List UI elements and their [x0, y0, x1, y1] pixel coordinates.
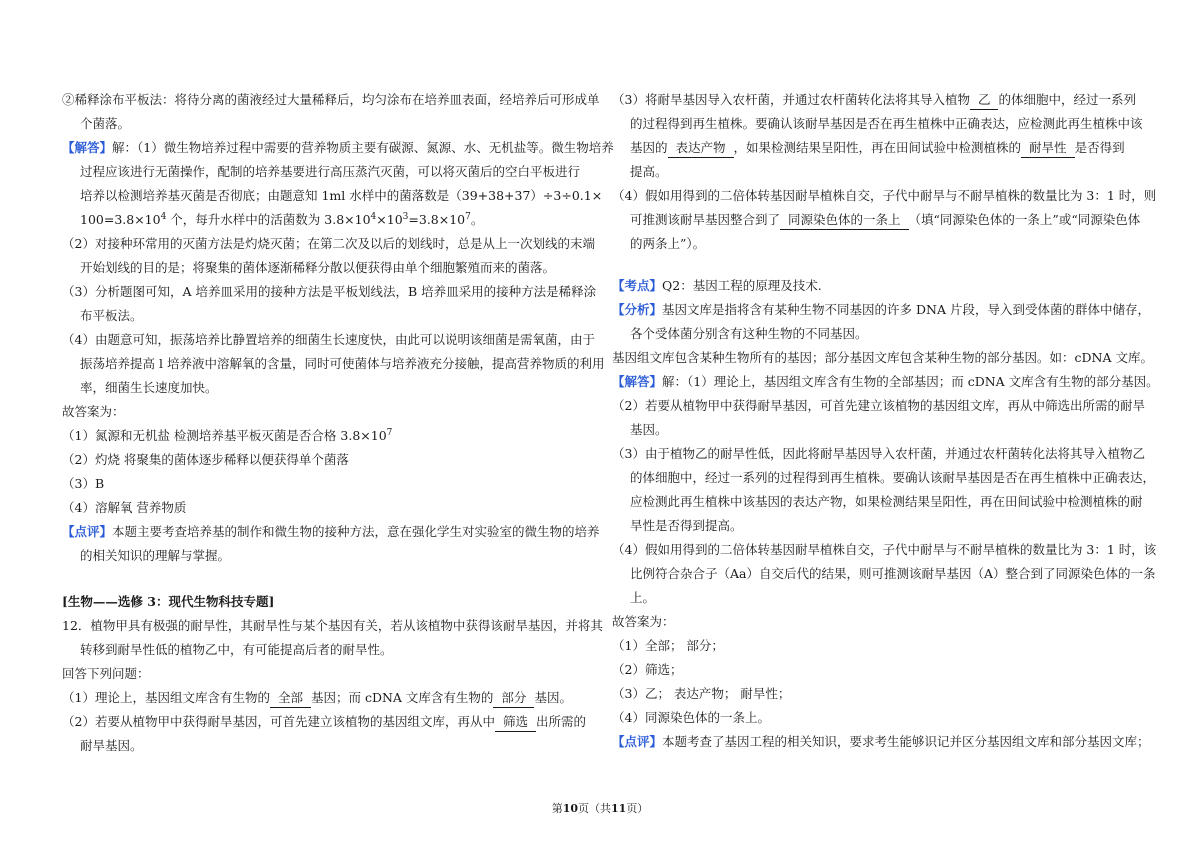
right-column — [612, 88, 1159, 754]
paragraph-line: ②稀释涂布平板法：将待分离的菌液经过大量稀释后，均匀涂布在培养皿表面，经培养后可形成单 — [62, 92, 600, 107]
blank-answer: 部分 — [493, 689, 534, 708]
question-text: 是否得到 — [1074, 140, 1125, 155]
page-total: 11 — [611, 802, 627, 815]
answer-line: 基因。 — [630, 422, 668, 437]
spacer — [612, 256, 1144, 274]
page-number: 10 — [562, 802, 578, 815]
formula-text: ×10 — [376, 212, 403, 227]
answer-line — [62, 208, 592, 232]
final-answer-line: （4）溶解氧 营养物质 — [62, 500, 187, 515]
spacer — [62, 568, 592, 586]
analysis-line: 基因组文库包含某种生物所有的基因；部分基因文库包含某种生物的部分基因。如：cDNA 文库。 — [612, 350, 1153, 365]
answer-line: 开始划线的目的是；将聚集的菌体逐渐稀释分散以便获得由单个细胞繁殖而来的菌落。 — [80, 260, 556, 275]
answer-line: 过程应该进行无菌操作，配制的培养基要进行高压蒸汽灭菌，可以将灭菌后的空白平板进行 — [80, 164, 581, 179]
section-title: [生物——选修 3：现代生物科技专题] — [62, 594, 275, 609]
answer-line: 振荡培养提高 l 培养液中溶解氧的含量，同时可使菌体与培养液充分接触，提高营养物质的利用 — [80, 356, 605, 371]
answer-line: 培养以检测培养基灭菌是否彻底；由题意知 1ml 水样中的菌落数是（39+38+37）÷3÷0.1× — [80, 188, 603, 203]
answer-line: 应检测此再生植株中该基因的表达产物，如果检测结果呈阳性，再在田间试验中检测植株的耐 — [630, 494, 1143, 509]
answer-line: （2）对接种环常用的灭菌方法是灼烧灭菌；在第二次及以后的划线时，总是从上一次划线的末端 — [62, 236, 595, 251]
answer-line: 上。 — [630, 590, 656, 605]
answer-line: 率，细菌生长速度加快。 — [80, 380, 218, 395]
blank-answer: 乙 — [970, 91, 999, 110]
question-text: 的体细胞中，经过一系列 — [998, 92, 1136, 107]
exponent: 7 — [465, 211, 471, 222]
final-answer-label: 故答案为： — [62, 404, 125, 419]
blank-answer: 表达产物 — [668, 139, 734, 158]
answer-line: 布平板法。 — [80, 308, 143, 323]
exponent: 4 — [160, 211, 167, 222]
footer-prefix: 第 — [551, 802, 563, 815]
comment-line — [62, 520, 600, 544]
question-text: （1）理论上，基因组文库含有生物的 — [62, 690, 270, 705]
question-line: （4）假如用得到的二倍体转基因耐旱植株自交，子代中耐旱与不耐旱植株的数量比为 3：1 时，则 — [612, 188, 1157, 203]
answer-line: 比例符合杂合子（Aa）自交后代的结果，则可推测该耐旱基因（A）整合到了同源染色体的一条 — [630, 566, 1156, 581]
question-line: 耐旱基因。 — [80, 738, 143, 753]
answer-line: 旱性是否得到提高。 — [630, 518, 743, 533]
comment-text: 本题考查了基因工程的相关知识，要求考生能够识记并区分基因组文库和部分基因文库； — [662, 734, 1150, 749]
answer-line: （2）若要从植物甲中获得耐旱基因，可首先建立该植物的基因组文库，再从中筛选出所需的耐旱 — [612, 398, 1145, 413]
question-line: 回答下列问题： — [62, 666, 150, 681]
final-answer-line: （4）同源染色体的一条上。 — [612, 710, 770, 725]
paragraph-line: 个菌落。 — [80, 116, 131, 131]
left-column — [62, 88, 614, 758]
footer-suffix: 页） — [626, 802, 649, 815]
formula-text: 。 — [470, 212, 484, 227]
question-line: 的两条上”）。 — [630, 236, 706, 251]
final-answer-line: （1）全部； 部分； — [612, 638, 724, 653]
answer-line: 的体细胞中，经过一系列的过程得到再生植株。要确认该耐旱基因是否在再生植株中正确表达， — [630, 470, 1156, 485]
question-line — [612, 136, 1144, 160]
analysis-line: 各个受体菌分别含有这种生物的不同基因。 — [630, 326, 868, 341]
exponent: 7 — [386, 427, 393, 438]
answer-text: 解：（1）理论上，基因组文库含有生物的全部基因；而 cDNA 文库含有生物的部分基因。 — [662, 374, 1159, 389]
final-answer-line: （2）灼烧 将聚集的菌体逐步稀释以便获得单个菌落 — [62, 452, 349, 467]
final-answer-line: （3）B — [62, 476, 105, 491]
question-text: 基因。 — [534, 690, 572, 705]
question-line: 12．植物甲具有极强的耐旱性，其耐旱性与某个基因有关，若从该植物中获得该耐旱基因，并将其 — [62, 618, 603, 633]
question-line — [612, 208, 1144, 232]
formula-text: 100=3.8×10 — [80, 212, 161, 227]
question-line: 转移到耐旱性低的植物乙中，有可能提高后者的耐旱性。 — [80, 642, 393, 657]
exponent: 3 — [402, 211, 409, 222]
comment-line — [612, 730, 1150, 754]
knowledge-point-tag: 【考点】 — [612, 278, 663, 293]
question-text: 基因；而 cDNA 文库含有生物的 — [310, 690, 494, 705]
question-text: （3）将耐旱基因导入农杆菌，并通过农杆菌转化法将其导入植物 — [612, 92, 970, 107]
answer-line: （4）由题意可知，振荡培养比静置培养的细菌生长速度快，由此可以说明该细菌是需氧菌，由于 — [62, 332, 595, 347]
question-text: 可推测该耐旱基因整合到了 — [630, 212, 781, 227]
comment-text: 本题主要考查培养基的制作和微生物的接种方法，意在强化学生对实验室的微生物的培养 — [112, 524, 600, 539]
analysis-line — [612, 298, 1150, 322]
analysis-tag: 【分析】 — [612, 302, 663, 317]
answer-tag: 【解答】 — [612, 374, 663, 389]
page-footer — [0, 800, 1200, 816]
final-answer-line: （2）筛选； — [612, 662, 683, 677]
question-line — [62, 686, 592, 710]
answer-line — [612, 370, 1159, 394]
question-text: （填“同源染色体的一条上”或“同源染色体 — [908, 212, 1141, 227]
question-line — [62, 710, 592, 734]
blank-answer: 筛选 — [495, 713, 536, 732]
question-text: （2）若要从植物甲中获得耐旱基因，可首先建立该植物的基因组文库，再从中 — [62, 714, 495, 729]
knowledge-point-text: Q2：基因工程的原理及技术. — [662, 278, 822, 293]
blank-answer: 耐旱性 — [1021, 139, 1075, 158]
answer-line: （3）分析题图可知，A 培养皿采用的接种方法是平板划线法，B 培养皿采用的接种方法是稀释涂 — [62, 284, 597, 299]
blank-answer: 全部 — [270, 689, 311, 708]
answer-tag: 【解答】 — [62, 140, 113, 155]
final-answer-label: 故答案为： — [612, 614, 675, 629]
question-text: 出所需的 — [535, 714, 586, 729]
question-line: 的过程得到再生植株。要确认该耐旱基因是否在再生植株中正确表达，应检测此再生植株中该 — [630, 116, 1143, 131]
analysis-text: 基因文库是指将含有某种生物不同基因的许多 DNA 片段，导入到受体菌的群体中储存， — [662, 302, 1150, 317]
answer-line: （3）由于植物乙的耐旱性低，因此将耐旱基因导入农杆菌，并通过农杆菌转化法将其导入植物乙 — [612, 446, 1145, 461]
question-line — [612, 88, 1144, 112]
comment-tag: 【点评】 — [612, 734, 663, 749]
final-answer-text: （1）氮源和无机盐 检测培养基平板灭菌是否合格 3.8×10 — [62, 428, 387, 443]
comment-line: 的相关知识的理解与掌握。 — [80, 548, 231, 563]
answer-text: 解：（1）微生物培养过程中需要的营养物质主要有碳源、氮源、水、无机盐等。微生物培养 — [112, 140, 614, 155]
knowledge-point-line — [612, 274, 1144, 298]
question-text: ，如果检测结果呈阳性，再在田间试验中检测植株的 — [733, 140, 1022, 155]
final-answer-line — [62, 424, 592, 448]
blank-answer: 同源染色体的一条上 — [780, 211, 909, 230]
footer-mid: 页（共 — [578, 802, 611, 815]
comment-tag: 【点评】 — [62, 524, 113, 539]
formula-text: =3.8×10 — [408, 212, 466, 227]
final-answer-line: （3）乙； 表达产物； 耐旱性； — [612, 686, 791, 701]
exponent: 4 — [370, 211, 377, 222]
formula-text: 个，每升水样中的活菌数为 3.8×10 — [166, 212, 371, 227]
question-text: 基因的 — [630, 140, 668, 155]
answer-line — [62, 136, 614, 160]
answer-line: （4）假如用得到的二倍体转基因耐旱植株自交，子代中耐旱与不耐旱植株的数量比为 3：1 时，该 — [612, 542, 1157, 557]
question-line: 提高。 — [630, 164, 668, 179]
